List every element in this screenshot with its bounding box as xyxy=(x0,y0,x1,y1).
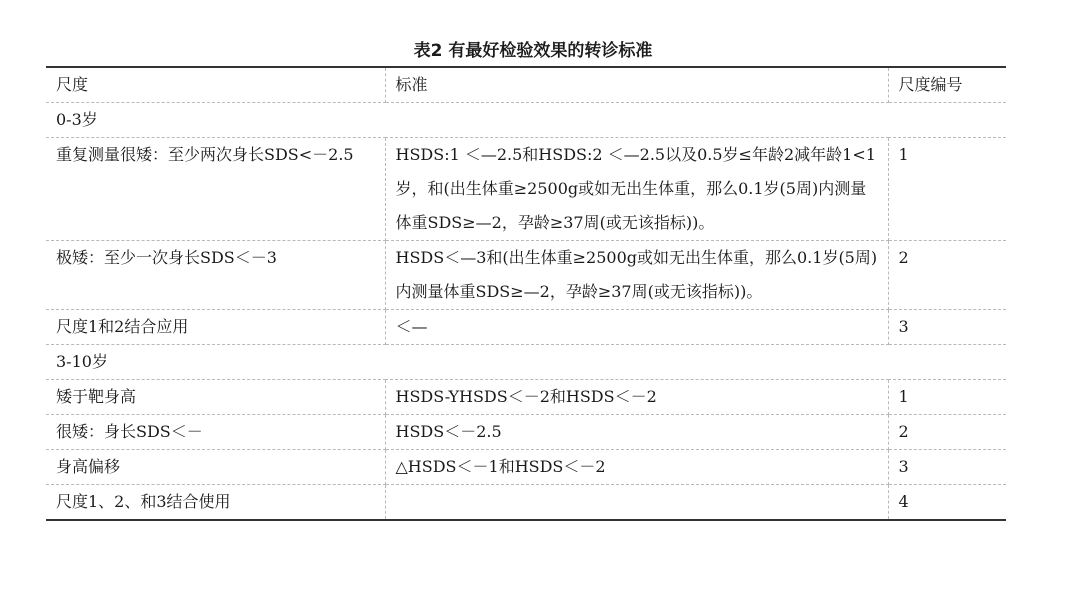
scale-cell: 极矮：至少一次身长SDS＜－3 xyxy=(46,241,385,310)
column-header-criterion: 标准 xyxy=(385,67,888,103)
group-row-3-10 xyxy=(46,345,1006,380)
scale-number-cell: 2 xyxy=(888,241,1006,310)
table-row xyxy=(46,310,1006,345)
criterion-cell xyxy=(385,485,888,521)
scale-number-cell: 3 xyxy=(888,450,1006,485)
scale-cell: 尺度1、2、和3结合使用 xyxy=(46,485,385,521)
column-header-scale: 尺度 xyxy=(46,67,385,103)
group-label: 3-10岁 xyxy=(46,345,1006,380)
scale-number-cell: 2 xyxy=(888,415,1006,450)
group-row-0-3 xyxy=(46,103,1006,138)
scale-cell: 身高偏移 xyxy=(46,450,385,485)
scale-cell: 尺度1和2结合应用 xyxy=(46,310,385,345)
scale-number-cell: 3 xyxy=(888,310,1006,345)
criterion-cell: △HSDS＜－1和HSDS＜－2 xyxy=(385,450,888,485)
table-row xyxy=(46,450,1006,485)
header-row xyxy=(46,67,1006,103)
table-row xyxy=(46,241,1006,310)
scale-cell: 矮于靶身高 xyxy=(46,380,385,415)
criterion-cell: HSDS:1 ＜—2.5和HSDS:2 ＜—2.5以及0.5岁≤年龄2减年龄1<1岁，和(出生体重≥2500g或如无出生体重，那么0.1岁(5周)内测量体重SDS≥—2，孕龄≥37周(或无该指标))。 xyxy=(385,138,888,241)
table-row xyxy=(46,485,1006,521)
scale-number-cell: 4 xyxy=(888,485,1006,521)
referral-criteria-table xyxy=(46,66,1006,521)
group-label: 0-3岁 xyxy=(46,103,1006,138)
table-row xyxy=(46,380,1006,415)
table-row xyxy=(46,138,1006,241)
criterion-cell: ＜— xyxy=(385,310,888,345)
criterion-cell: HSDS-YHSDS＜－2和HSDS＜－2 xyxy=(385,380,888,415)
criterion-cell: HSDS＜－2.5 xyxy=(385,415,888,450)
scale-number-cell: 1 xyxy=(888,138,1006,241)
scale-cell: 重复测量很矮：至少两次身长SDS<－2.5 xyxy=(46,138,385,241)
scale-cell: 很矮：身长SDS＜－ xyxy=(46,415,385,450)
table-title: 表2 有最好检验效果的转诊标准 xyxy=(413,41,653,61)
scale-number-cell: 1 xyxy=(888,380,1006,415)
criterion-cell: HSDS＜—3和(出生体重≥2500g或如无出生体重，那么0.1岁(5周)内测量体重SDS≥—2，孕龄≥37周(或无该指标))。 xyxy=(385,241,888,310)
table-row xyxy=(46,415,1006,450)
column-header-number: 尺度编号 xyxy=(888,67,1006,103)
